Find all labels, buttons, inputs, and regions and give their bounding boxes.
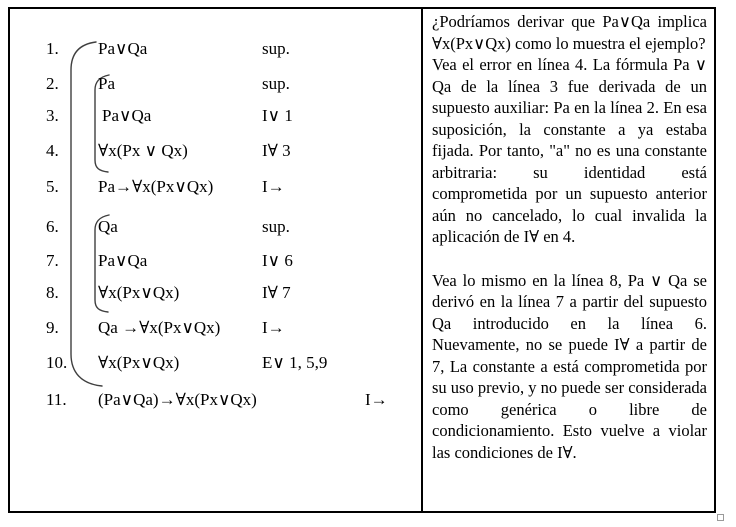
explanation-paragraph-2: Vea el error en línea 4. La fórmula Pa ∨ Qa de la línea 3 fue derivada de un supuesto auxiliar: Pa en la línea 2. En esa suposición, la constante a ya estaba fijada. Por tanto, "a" no es una constante arbitraria: su identidad está comprometida por un supuesto anterior aún no cancelado, lo cual invalida la aplicación de I∀ en 4. bbox=[432, 55, 707, 247]
proof-line bbox=[10, 281, 421, 305]
line-justification: sup. bbox=[262, 39, 290, 58]
line-formula: ∀x(Px ∨ Qx) bbox=[98, 141, 188, 160]
line-formula: Qa →∀x(Px∨Qx) bbox=[98, 318, 221, 337]
line-number: 7. bbox=[46, 251, 59, 270]
line-formula: Pa∨Qa bbox=[98, 39, 148, 58]
line-justification: I→ bbox=[262, 318, 285, 337]
proof-line bbox=[10, 175, 421, 199]
line-number: 2. bbox=[46, 74, 59, 93]
proof-line bbox=[10, 37, 421, 61]
proof-line bbox=[10, 316, 421, 340]
line-number: 1. bbox=[46, 39, 59, 58]
line-formula: Pa∨Qa bbox=[98, 251, 148, 270]
proof-table bbox=[8, 7, 716, 513]
line-number: 8. bbox=[46, 283, 59, 302]
explanation-paragraph-1: ¿Podríamos derivar que Pa∨Qa implica ∀x(Px∨Qx) como lo muestra el ejemplo? bbox=[432, 12, 707, 53]
line-formula: Pa bbox=[98, 74, 115, 93]
line-number: 4. bbox=[46, 141, 59, 160]
line-justification: sup. bbox=[262, 74, 290, 93]
line-justification: I∨ 1 bbox=[262, 106, 293, 125]
line-number: 3. bbox=[46, 106, 59, 125]
line-justification: I→ bbox=[262, 177, 285, 196]
line-formula: ∀x(Px∨Qx) bbox=[98, 353, 180, 372]
line-number: 9. bbox=[46, 318, 59, 337]
line-formula: (Pa∨Qa)→∀x(Px∨Qx) bbox=[98, 390, 257, 409]
line-formula: Pa→∀x(Px∨Qx) bbox=[98, 177, 214, 196]
line-justification: I→ bbox=[365, 390, 388, 409]
line-formula: Qa bbox=[98, 217, 118, 236]
proof-panel bbox=[10, 9, 423, 511]
line-number: 5. bbox=[46, 177, 59, 196]
proof-line bbox=[10, 215, 421, 239]
proof-line bbox=[10, 351, 421, 375]
proof-line bbox=[10, 104, 421, 128]
line-justification: I∨ 6 bbox=[262, 251, 293, 270]
explanation-paragraph-3: Vea lo mismo en la línea 8, Pa ∨ Qa se derivó en la línea 7 a partir del supuesto Qa introducido en la línea 6. Nuevamente, no se puede I∀ a partir de 7, La constante a está comprometida por su uso previo, y no puede ser considerada como genérica o libre de condicionamiento. Esto vuelve a violar las condiciones de I∀. bbox=[432, 270, 707, 462]
line-justification: I∀ 3 bbox=[262, 141, 291, 160]
line-number: 10. bbox=[46, 353, 68, 372]
proof-line bbox=[10, 388, 421, 412]
line-justification: E∨ 1, 5,9 bbox=[262, 353, 328, 372]
line-number: 6. bbox=[46, 217, 59, 236]
line-formula: ∀x(Px∨Qx) bbox=[98, 283, 180, 302]
table-resize-handle[interactable] bbox=[717, 514, 724, 521]
proof-line bbox=[10, 249, 421, 273]
proof-line bbox=[10, 139, 421, 163]
line-formula: Pa∨Qa bbox=[102, 106, 152, 125]
explanation-panel bbox=[423, 9, 714, 511]
line-number: 11. bbox=[46, 390, 67, 409]
line-justification: sup. bbox=[262, 217, 290, 236]
line-justification: I∀ 7 bbox=[262, 283, 291, 302]
proof-line bbox=[10, 72, 421, 96]
